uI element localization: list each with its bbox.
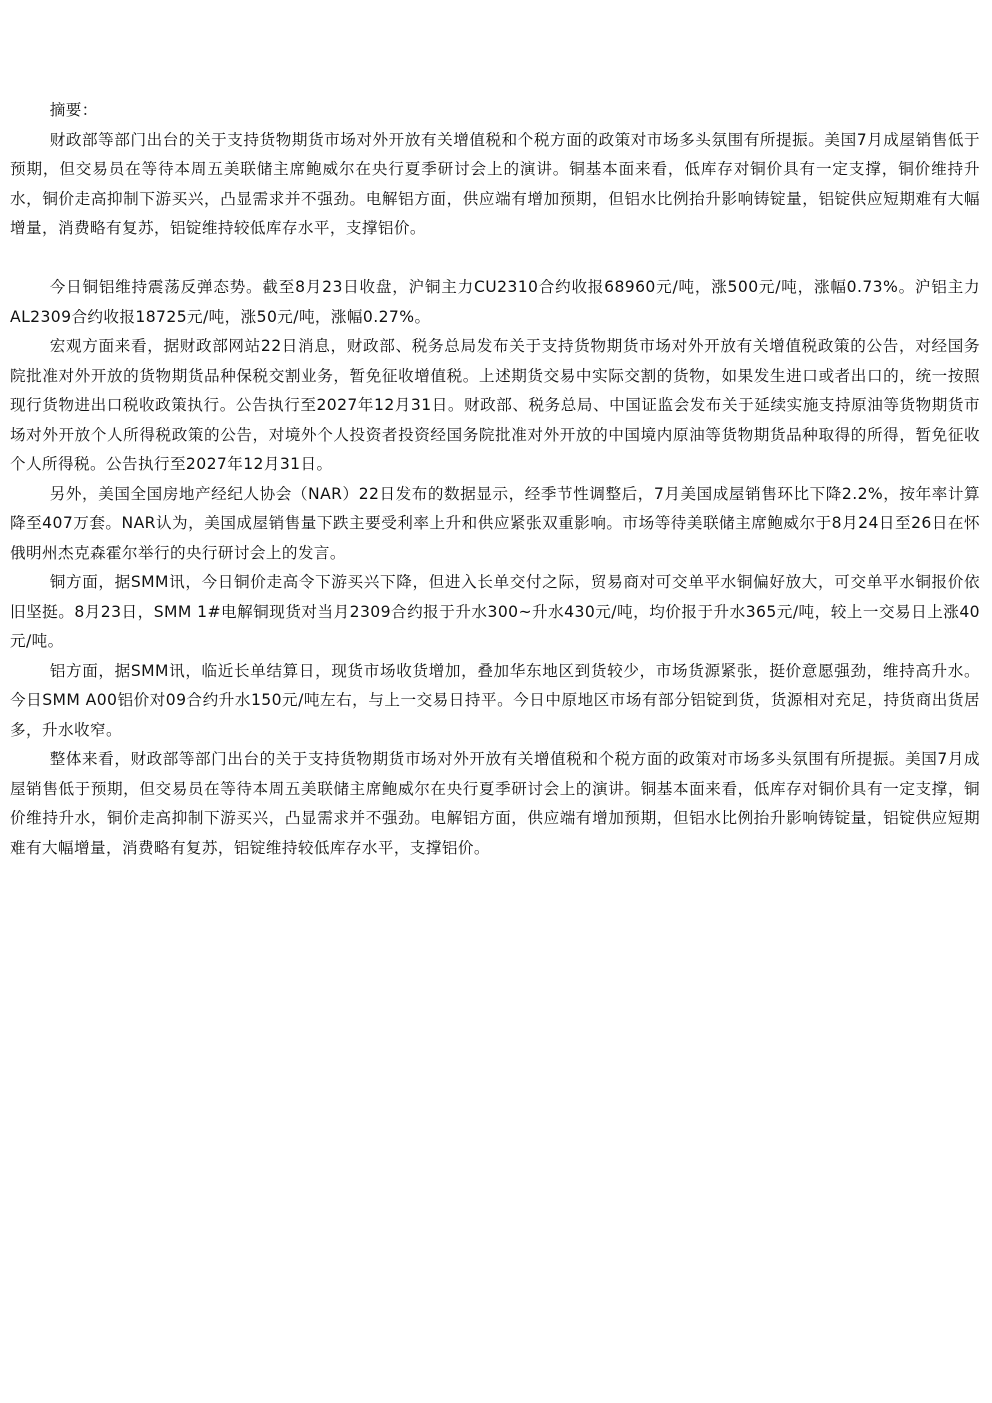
copper-paragraph: 铜方面，据SMM讯，今日铜价走高令下游买兴下降，但进入长单交付之际，贸易商对可交单平水铜偏好放大，可交单平水铜报价依旧坚挺。8月23日，SMM 1#电解铜现货对当月2309合约报于升水300~升水430元/吨，均价报于升水365元/吨，较上一交易日上涨40元/吨。: [10, 573, 980, 650]
macro-paragraph: 宏观方面来看，据财政部网站22日消息，财政部、税务总局发布关于支持货物期货市场对外开放有关增值税政策的公告，对经国务院批准对外开放的货物期货品种保税交割业务，暂免征收增值税。上述期货交易中实际交割的货物，如果发生进口或者出口的，统一按照现行货物进出口税收政策执行。公告执行至2027年12月31日。财政部、税务总局、中国证监会发布关于延续实施支持原油等货物期货市场对外开放个人所得税政策的公告，对境外个人投资者投资经国务院批准对外开放的中国境内原油等货物期货品种取得的所得，暂免征收个人所得税。公告执行至2027年12月31日。: [10, 337, 980, 473]
conclusion-paragraph: 整体来看，财政部等部门出台的关于支持货物期货市场对外开放有关增值税和个税方面的政策对市场多头氛围有所提振。美国7月成屋销售低于预期，但交易员在等待本周五美联储主席鲍威尔在央行夏季研讨会上的演讲。铜基本面来看，低库存对铜价具有一定支撑，铜价维持升水，铜价走高抑制下游买兴，凸显需求并不强劲。电解铝方面，供应端有增加预期，但铝水比例抬升影响铸锭量，铝锭供应短期难有大幅增量，消费略有复苏，铝锭维持较低库存水平，支撑铝价。: [10, 750, 980, 857]
paragraph-spacer: [10, 244, 980, 274]
document-page: [10, 96, 980, 863]
aluminum-paragraph: 铝方面，据SMM讯，临近长单结算日，现货市场收货增加，叠加华东地区到货较少，市场货源紧张，挺价意愿强劲，维持高升水。今日SMM A00铝价对09合约升水150元/吨左右，与上一交易日持平。今日中原地区市场有部分铝锭到货，货源相对充足，持货商出货居多，升水收窄。: [10, 661, 980, 739]
summary-paragraph: 财政部等部门出台的关于支持货物期货市场对外开放有关增值税和个税方面的政策对市场多头氛围有所提振。美国7月成屋销售低于预期，但交易员在等待本周五美联储主席鲍威尔在央行夏季研讨会上的演讲。铜基本面来看，低库存对铜价具有一定支撑，铜价维持升水，铜价走高抑制下游买兴，凸显需求并不强劲。电解铝方面，供应端有增加预期，但铝水比例抬升影响铸锭量，铝锭供应短期难有大幅增量，消费略有复苏，铝锭维持较低库存水平，支撑铝价。: [10, 130, 980, 237]
summary-heading: 摘要：: [49, 101, 98, 119]
us-housing-paragraph: 另外，美国全国房地产经纪人协会（NAR）22日发布的数据显示，经季节性调整后，7月美国成屋销售环比下降2.2%，按年率计算降至407万套。NAR认为，美国成屋销售量下跌主要受利率上升和供应紧张双重影响。市场等待美联储主席鲍威尔于8月24日至26日在怀俄明州杰克森霍尔举行的央行研讨会上的发言。: [10, 484, 980, 562]
market-close-paragraph: 今日铜铝维持震荡反弹态势。截至8月23日收盘，沪铜主力CU2310合约收报68960元/吨，涨500元/吨，涨幅0.73%。沪铝主力AL2309合约收报18725元/吨，涨50元/吨，涨幅0.27%。: [10, 278, 980, 326]
